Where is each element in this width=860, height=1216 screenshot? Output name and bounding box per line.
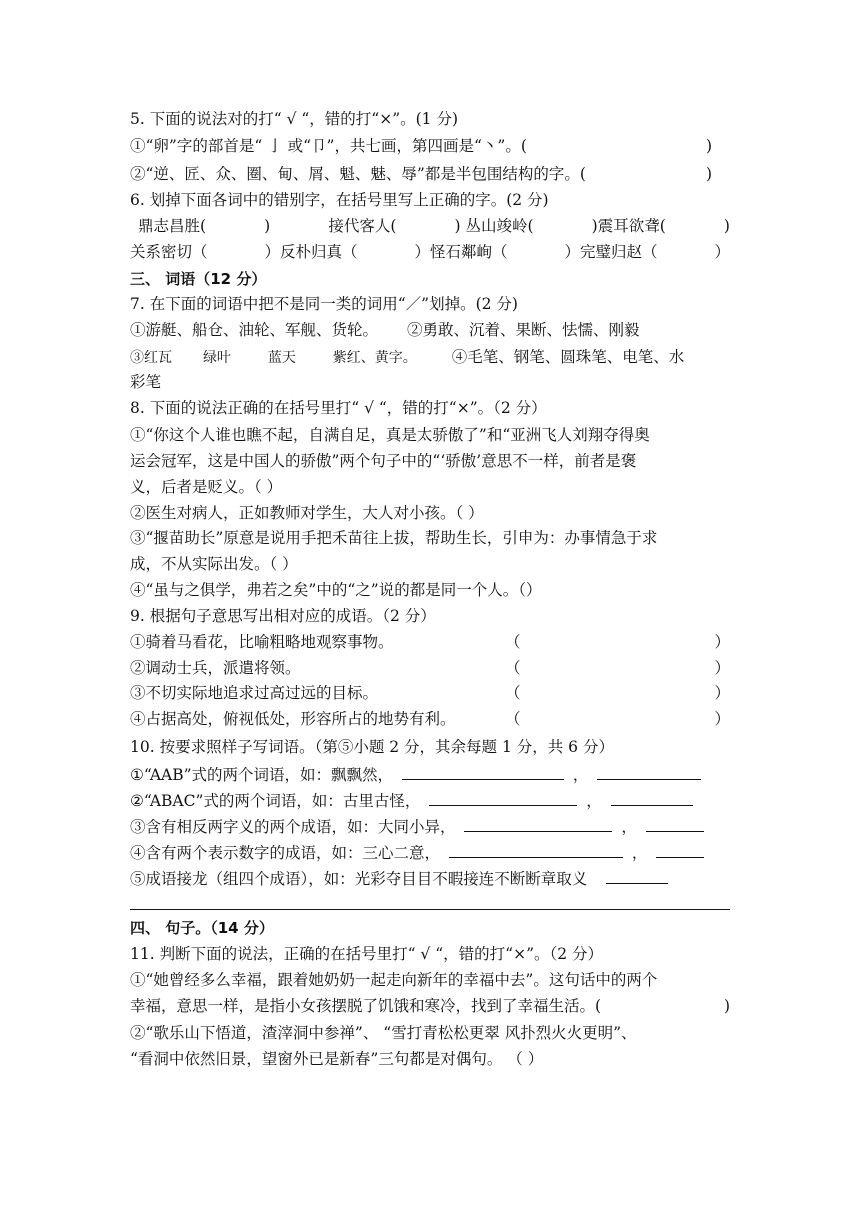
q10-item-1-text: ①“AAB”式的两个词语，如：飘飘然， xyxy=(130,766,394,784)
q9-item-3-text: ③不切实际地追求过高过远的目标。 xyxy=(130,684,379,702)
q9-item-2-text: ②调动士兵，派遣将领。 xyxy=(130,659,301,677)
q7-group-2: ②勇敢、沉着、果断、怯懦、刚毅 xyxy=(406,321,640,339)
q8-item-1-line-3: 义，后者是贬义。（ ） xyxy=(130,478,283,496)
q9-item-1-text: ①骑着马看花，比喻粗略地观察事物。 xyxy=(130,633,394,651)
q8-item-1-line-1: ①“你这个人谁也瞧不起，自满自足，真是太骄傲了”和“亚洲飞人刘翔夺得奥 xyxy=(130,426,650,444)
section-3-heading: 三、 词语（12 分） xyxy=(130,270,267,288)
q5-item-2 xyxy=(130,163,730,185)
q10-title: 10. 按要求照样子写词语。（第⑤小题 2 分，其余每题 1 分，共 6 分） xyxy=(130,738,614,756)
q10-item-3-text: ③含有相反两字义的两个成语，如：大同小异， xyxy=(130,818,456,836)
q6-word-7: ）怪石鄰峋（ xyxy=(414,243,508,261)
q6-word-3: ) 丛山竣岭( xyxy=(454,217,534,235)
q9-item-3-close: ） xyxy=(714,684,730,702)
q10-item-4-blank-2[interactable] xyxy=(656,841,704,858)
q8-item-1-line-2: 运会冠军，这是中国人的骄傲”两个句子中的“‘骄傲’意思不一样，前者是褒 xyxy=(130,452,637,470)
q7-group-4: ④毛笔、钢笔、圆珠笔、电笔、水 xyxy=(451,348,685,366)
q8-item-4: ④“虽与之俱学，弗若之矣”中的“之”说的都是同一个人。（） xyxy=(130,581,542,599)
q5-item-1-text: ①“卵”字的部首是“ 亅 或“卩”，共七画，第四画是“丶”。( xyxy=(130,137,527,155)
q6-word-8: ）完璧归赵（ xyxy=(564,243,658,261)
q6-word-6: ）反朴归真（ xyxy=(264,243,358,261)
q5-item-2-text: ②“逆、匠、众、圈、甸、屑、魁、魅、辱”都是半包围结构的字。( xyxy=(130,165,586,183)
q8-title: 8. 下面的说法正确的在括号里打“ √ “，错的打“×”。（2 分） xyxy=(130,399,547,417)
q7-line-3: 彩笔 xyxy=(130,373,162,391)
q5-item-1-close: ) xyxy=(705,137,712,155)
q10-item-1-blank-1[interactable] xyxy=(402,763,564,780)
q11-item-2-line-2: “看洞中依然旧景，望窗外已是新春”三句都是对偶句。 （ ） xyxy=(130,1050,544,1068)
q7-group-3-d: 紫红、黄字。 xyxy=(332,350,417,366)
q10-item-1 xyxy=(130,763,730,786)
q10-item-1-sep: ， xyxy=(572,766,589,784)
q6-word-4-close: ) xyxy=(723,217,730,235)
q10-item-5-blank[interactable] xyxy=(606,867,668,884)
q9-item-1-close: ） xyxy=(714,633,730,651)
q6-word-2: 接代客人( xyxy=(328,217,397,235)
q6-row-2 xyxy=(130,241,730,263)
q6-word-1: 鼎志昌胜( xyxy=(138,217,207,235)
section-divider xyxy=(130,909,730,910)
q10-item-3-blank-1[interactable] xyxy=(464,815,612,832)
q9-item-1-open: （ xyxy=(505,633,521,651)
q7-group-3-a: ③红瓦 xyxy=(130,350,172,366)
q6-word-5: 关系密切（ xyxy=(130,243,208,261)
q11-item-1-line-1: ①“她曾经多么幸福，跟着她奶奶一起走向新年的幸福中去”。这句话中的两个 xyxy=(130,971,658,989)
q11-item-1-line-2-text: 幸福，意思一样，是指小女孩摆脱了饥饿和寒冷，找到了幸福生活。( xyxy=(130,997,602,1015)
q11-item-1-close: ) xyxy=(723,997,730,1015)
q5-item-1 xyxy=(130,135,730,157)
q7-line-2 xyxy=(130,346,730,369)
q9-item-2-close: ） xyxy=(714,659,730,677)
q5-item-2-close: ) xyxy=(705,165,712,183)
q6-word-1-close: ) xyxy=(264,217,271,235)
q6-word-8-close: ） xyxy=(714,243,730,261)
q9-item-4-text: ④占据高处，俯视低处，形容所占的地势有利。 xyxy=(130,710,456,728)
q5-title: 5. 下面的说法对的打“ √ “，错的打“×”。(1 分) xyxy=(130,110,459,128)
q8-item-3-line-2: 成，不从实际出发。（ ） xyxy=(130,555,298,573)
q9-title: 9. 根据句子意思写出相对应的成语。（2 分） xyxy=(130,607,436,625)
q10-item-5-text: ⑤成语接龙（组四个成语），如：光彩夺目目不暇接连不断断章取义 xyxy=(130,870,588,888)
q10-item-1-blank-2[interactable] xyxy=(597,763,701,780)
q10-item-2-blank-2[interactable] xyxy=(611,789,693,806)
q9-item-4-close: ） xyxy=(714,710,730,728)
q9-item-1 xyxy=(130,631,730,653)
q9-item-3-open: （ xyxy=(505,684,521,702)
q8-item-3-line-1: ③“揠苗助长”原意是说用手把禾苗往上拔，帮助生长，引申为：办事情急于求 xyxy=(130,529,658,547)
q10-item-4-blank-1[interactable] xyxy=(449,841,623,858)
q10-item-4-sep: ， xyxy=(631,844,648,862)
q11-item-2-line-1: ②“歌乐山下悟道，渣滓洞中参禅”、 “雪打青松松更翠 风扑烈火火更明”、 xyxy=(130,1024,637,1042)
q7-group-3-b: 绿叶 xyxy=(202,350,231,366)
q7-line-1 xyxy=(130,319,730,341)
q10-item-4-text: ④含有两个表示数字的成语，如：三心二意， xyxy=(130,844,441,862)
q6-title: 6. 划掉下面各词中的错别字，在括号里写上正确的字。(2 分) xyxy=(130,191,549,209)
q9-item-2 xyxy=(130,657,730,679)
q6-word-4: )震耳欲聋( xyxy=(591,217,666,235)
section-4-heading: 四、 句子。（14 分） xyxy=(130,919,274,937)
q9-item-2-open: （ xyxy=(505,659,521,677)
q9-item-4-open: （ xyxy=(505,710,521,728)
q7-group-3-c: 蓝天 xyxy=(267,350,296,366)
q10-item-2-text: ②“ABAC”式的两个词语，如：古里古怪， xyxy=(130,792,421,810)
q10-item-5 xyxy=(130,867,730,890)
q10-item-3-sep: ， xyxy=(621,818,637,836)
q9-item-3 xyxy=(130,682,730,704)
q10-item-2-blank-1[interactable] xyxy=(429,789,577,806)
q10-item-3-blank-2[interactable] xyxy=(646,815,704,832)
q10-item-2-sep: ， xyxy=(586,792,602,810)
q11-title: 11. 判断下面的说法，正确的在括号里打“ √ “，错的打“×”。（2 分） xyxy=(130,945,604,963)
q7-title: 7. 在下面的词语中把不是同一类的词用“／”划掉。(2 分) xyxy=(130,295,518,313)
q9-item-4 xyxy=(130,708,730,730)
q8-item-2: ②医生对病人，正如教师对学生，大人对小孩。（ ） xyxy=(130,504,484,522)
q10-item-3 xyxy=(130,815,730,838)
q7-group-1: ①游艇、船仓、油轮、军舰、货轮。 xyxy=(130,321,379,339)
q11-item-1-line-2 xyxy=(130,995,730,1017)
q10-item-2 xyxy=(130,789,730,812)
q6-row-1 xyxy=(130,215,730,237)
q10-item-4 xyxy=(130,841,730,864)
